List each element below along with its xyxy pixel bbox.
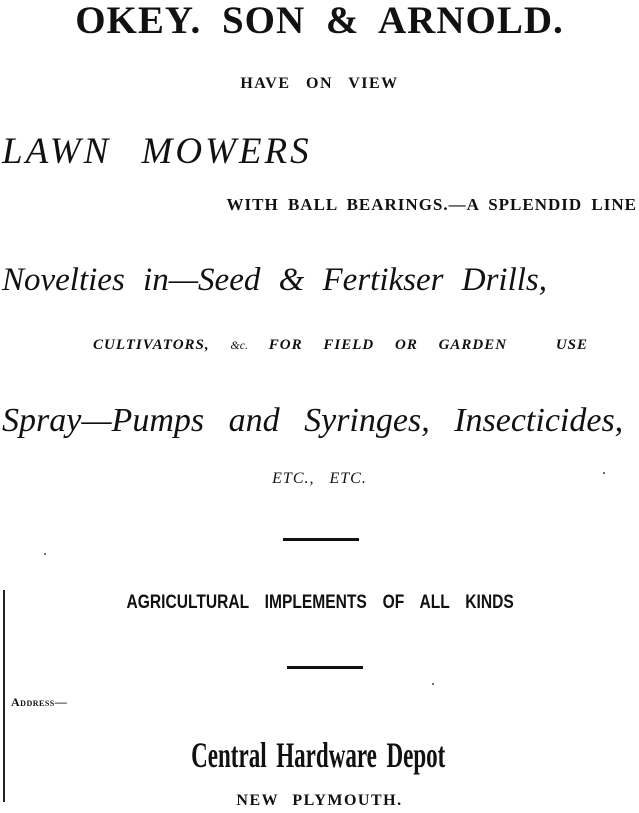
- etc-abbreviation: &c.: [230, 338, 249, 352]
- left-border-line: [3, 590, 5, 802]
- field-or-garden-text: FOR FIELD OR GARDEN: [268, 337, 508, 353]
- print-speck: [603, 472, 605, 474]
- divider-rule: [283, 538, 359, 541]
- etc-text: ETC., ETC.: [272, 470, 367, 487]
- have-on-view-text: HAVE ON VIEW: [240, 75, 399, 92]
- firm-name-heading: OKEY. SON & ARNOLD.: [75, 0, 564, 42]
- address-label: Address—: [11, 695, 68, 709]
- cultivators-text: [93, 337, 588, 354]
- novelties-heading: Novelties in—Seed & Fertikser Drills,: [2, 262, 548, 298]
- spray-pumps-heading: Spray—Pumps and Syringes, Insecticides,: [2, 402, 624, 439]
- print-speck: [44, 553, 46, 555]
- agricultural-implements-heading: AGRICULTURAL IMPLEMENTS OF ALL KINDS: [126, 592, 514, 613]
- print-speck: [432, 683, 434, 685]
- town-name: NEW PLYMOUTH.: [236, 792, 403, 809]
- ball-bearings-text: WITH BALL BEARINGS.—A SPLENDID LINE: [226, 195, 637, 214]
- cultivators-label: CULTIVATORS,: [93, 337, 210, 353]
- divider-rule: [287, 666, 363, 669]
- use-text: USE: [555, 337, 589, 353]
- lawn-mowers-heading: LAWN MOWERS: [2, 131, 312, 172]
- depot-name: Central Hardware Depot: [191, 735, 446, 775]
